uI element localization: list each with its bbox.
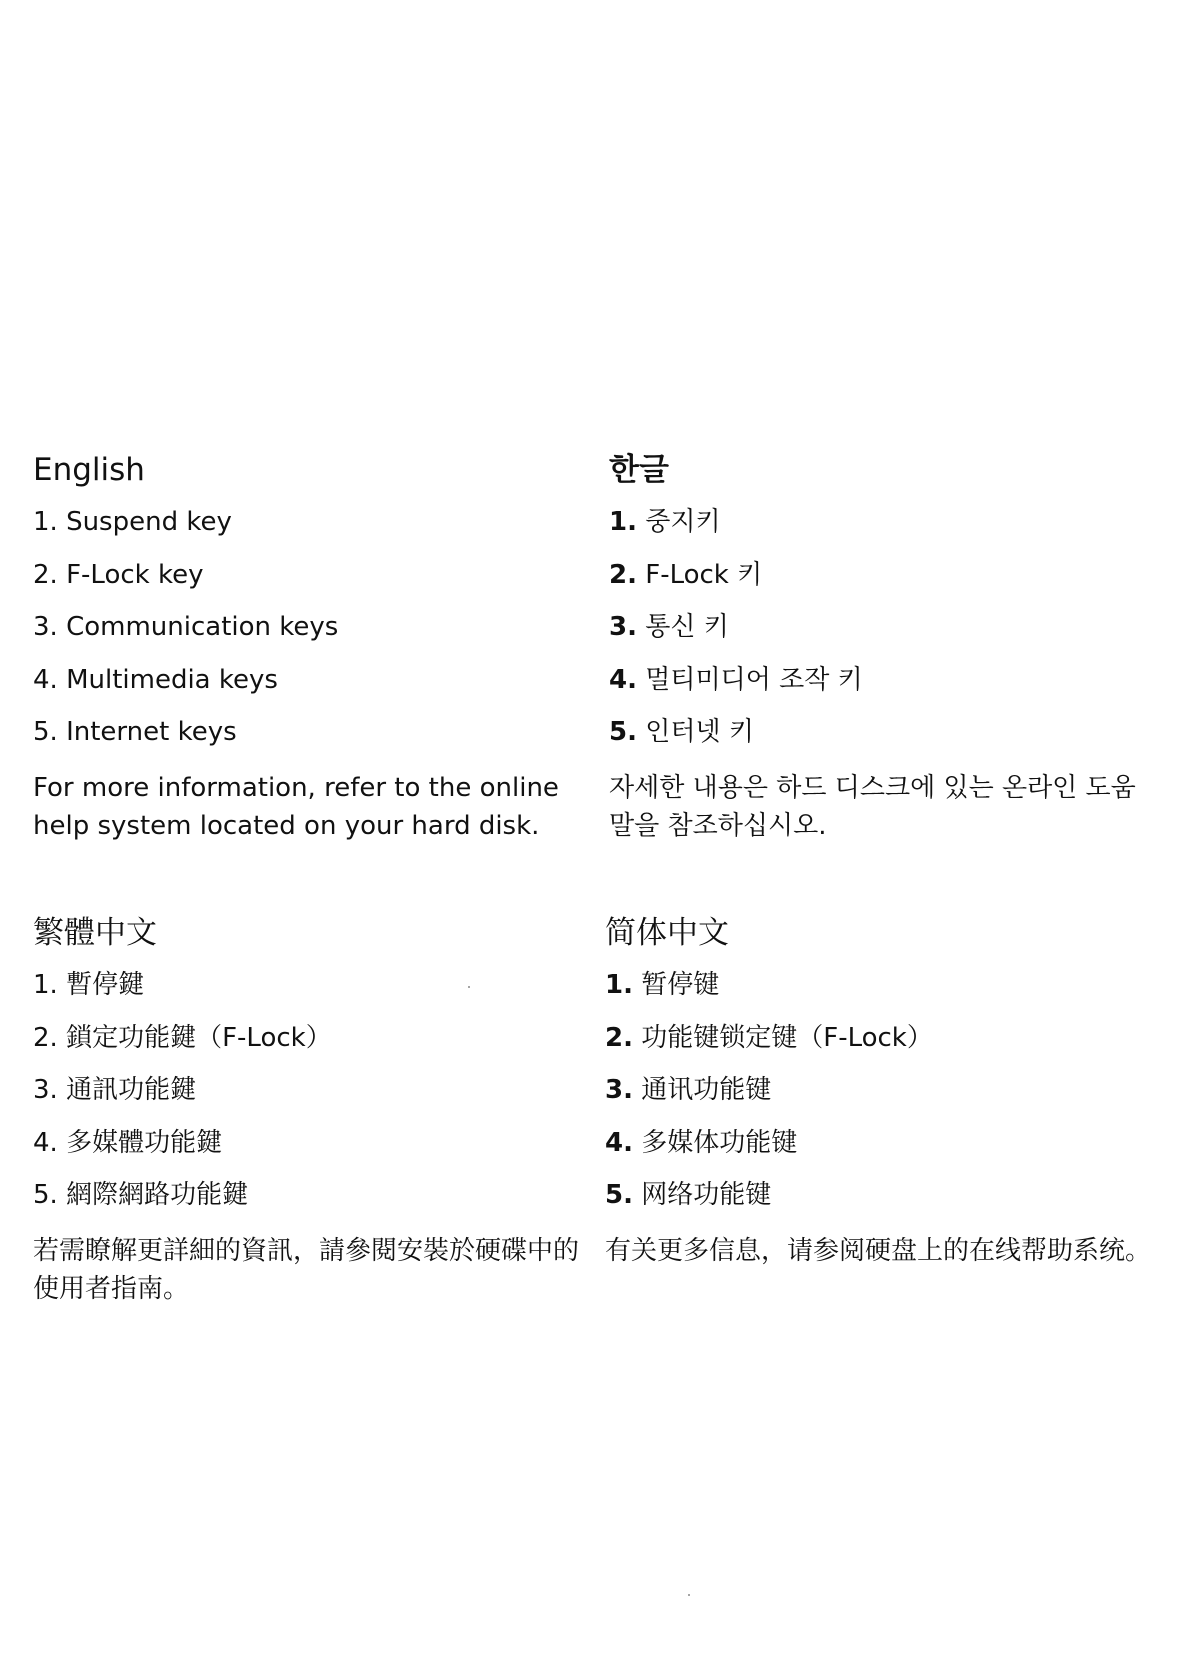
item-number: 3. <box>33 612 58 642</box>
item-text: Multimedia keys <box>66 664 278 695</box>
item-text: 多媒體功能鍵 <box>66 1127 223 1158</box>
item-number: 3. <box>33 1075 58 1105</box>
item-text: 通讯功能键 <box>641 1075 772 1105</box>
item-text: 网络功能键 <box>641 1180 772 1210</box>
item-number: 2. <box>605 1022 633 1053</box>
item-number: 4. <box>609 664 637 695</box>
item-text: Communication keys <box>66 612 339 642</box>
item-text: F-Lock 키 <box>645 559 763 590</box>
list-item <box>605 967 1165 1020</box>
item-number: 4. <box>605 1127 633 1158</box>
traditional-chinese-section <box>33 915 593 1308</box>
korean-key-list <box>609 504 1169 767</box>
item-number: 2. <box>33 559 58 590</box>
list-item <box>609 557 1169 610</box>
item-number: 3. <box>609 612 637 642</box>
list-item <box>33 557 593 610</box>
item-number: 1. <box>33 970 58 1000</box>
item-number: 1. <box>609 507 637 537</box>
item-text: 網際網路功能鍵 <box>66 1180 249 1210</box>
list-item <box>33 967 593 1020</box>
simplified-chinese-key-list <box>605 967 1165 1230</box>
item-number: 1. <box>605 970 633 1000</box>
item-number: 4. <box>33 1127 58 1158</box>
item-text: 인터넷 키 <box>645 717 754 747</box>
simplified-chinese-section <box>605 915 1165 1270</box>
list-item <box>33 714 593 767</box>
scan-speck <box>468 986 470 988</box>
list-item <box>605 1177 1165 1230</box>
item-text: 통신 키 <box>645 612 729 642</box>
item-number: 1. <box>33 507 58 537</box>
item-number: 5. <box>33 1180 58 1210</box>
simplified-chinese-note: 有关更多信息，请参阅硬盘上的在线帮助系统。 <box>605 1235 1152 1266</box>
english-section <box>33 452 593 845</box>
item-text: 暂停键 <box>641 970 720 1000</box>
list-item <box>33 1020 593 1073</box>
item-text: F-Lock key <box>66 559 204 590</box>
list-item <box>33 1177 593 1230</box>
item-number: 2. <box>33 1022 58 1053</box>
traditional-chinese-heading: 繁體中文 <box>33 915 157 951</box>
scan-speck <box>688 1594 690 1596</box>
simplified-chinese-heading: 简体中文 <box>605 915 729 951</box>
list-item <box>609 504 1169 557</box>
list-item <box>33 662 593 715</box>
korean-note: 자세한 내용은 하드 디스크에 있는 온라인 도움말을 참조하십시오. <box>609 772 1136 841</box>
item-number: 5. <box>605 1180 633 1210</box>
korean-heading: 한글 <box>609 452 669 488</box>
item-text: Internet keys <box>66 717 237 747</box>
english-heading: English <box>33 452 145 488</box>
list-item <box>605 1125 1165 1178</box>
list-item <box>33 504 593 557</box>
list-item <box>33 609 593 662</box>
list-item <box>609 714 1169 767</box>
list-item <box>605 1020 1165 1073</box>
traditional-chinese-key-list <box>33 967 593 1230</box>
korean-section <box>609 452 1169 845</box>
item-text: Suspend key <box>66 507 232 537</box>
item-number: 2. <box>609 559 637 590</box>
list-item <box>609 662 1169 715</box>
item-number: 3. <box>605 1075 633 1105</box>
item-number: 5. <box>609 717 637 747</box>
english-key-list <box>33 504 593 767</box>
list-item <box>33 1072 593 1125</box>
english-note: For more information, refer to the online help system located on your hard disk. <box>33 772 559 841</box>
item-text: 鎖定功能鍵（F-Lock） <box>66 1022 332 1053</box>
list-item <box>609 609 1169 662</box>
item-text: 暫停鍵 <box>66 970 145 1000</box>
item-number: 4. <box>33 664 58 695</box>
item-number: 5. <box>33 717 58 747</box>
item-text: 通訊功能鍵 <box>66 1075 197 1105</box>
item-text: 功能键锁定键（F-Lock） <box>641 1022 933 1053</box>
list-item <box>605 1072 1165 1125</box>
item-text: 멀티미디어 조작 키 <box>645 664 863 695</box>
item-text: 多媒体功能键 <box>641 1127 798 1158</box>
traditional-chinese-note: 若需瞭解更詳細的資訊，請參閱安裝於硬碟中的使用者指南。 <box>33 1235 580 1304</box>
list-item <box>33 1125 593 1178</box>
item-text: 중지키 <box>645 507 721 537</box>
